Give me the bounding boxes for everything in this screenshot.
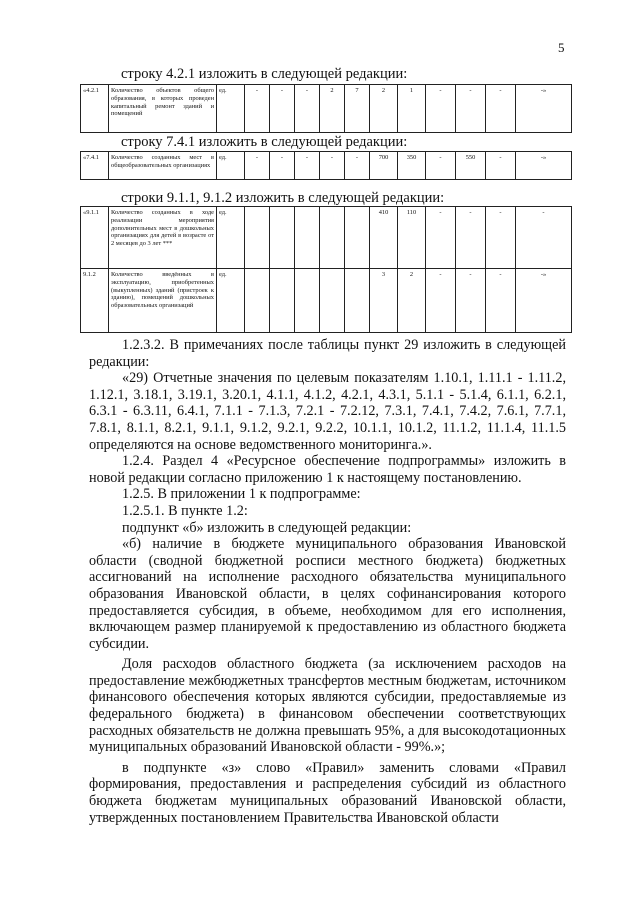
table-cell: - xyxy=(516,207,572,269)
table-cell: 2 xyxy=(370,85,398,133)
table-cell: - xyxy=(426,269,456,333)
table-cell: - xyxy=(486,269,516,333)
page-number: 5 xyxy=(558,40,565,55)
table-cell: ед. xyxy=(217,207,245,269)
table-cell: -» xyxy=(516,85,572,133)
table-cell: 3 xyxy=(370,269,398,333)
table-cell xyxy=(270,269,295,333)
table-cell: Количество введённых в эксплуатацию, приобретенных (выкупленных) зданий (пристроек к зданию), помещений дошкольных образовательных организаций xyxy=(109,269,217,333)
indicator-table-9-1 xyxy=(80,206,572,333)
table-cell: - xyxy=(295,85,320,133)
table-cell: - xyxy=(345,152,370,180)
table-cell: 110 xyxy=(398,207,426,269)
paragraph: 1.2.4. Раздел 4 «Ресурсное обеспечение подпрограммы» изложить в новой редакции согласно приложению 1 к настоящему постановлению. xyxy=(89,453,566,486)
paragraph: 1.2.5. В приложении 1 к подпрограмме: xyxy=(122,486,361,503)
table-cell: 7 xyxy=(345,85,370,133)
table-cell xyxy=(295,269,320,333)
table-cell: - xyxy=(426,207,456,269)
table-cell: - xyxy=(320,152,345,180)
paragraph: подпункт «б» изложить в следующей редакции: xyxy=(122,519,412,536)
table-cell: 410 xyxy=(370,207,398,269)
table-cell: -» xyxy=(516,152,572,180)
table-cell: ед. xyxy=(217,152,245,180)
paragraph: Доля расходов областного бюджета (за исключением расходов на предоставление межбюджетных трансфертов местным бюджетам, источником финансового обеспечения которых являются субсидии, предоставляемые из федерального бюджета) в финансовом обеспечении соответствующих расходных обязательств не должна превышать 95%, а для высокодотационных муниципальных образований Ивановской области - 99%.»; xyxy=(89,656,566,756)
table-cell: 350 xyxy=(398,152,426,180)
table-cell: 1 xyxy=(398,85,426,133)
table-cell: «9.1.1 xyxy=(81,207,109,269)
table-cell: -» xyxy=(516,269,572,333)
paragraph: 1.2.5.1. В пункте 1.2: xyxy=(122,502,248,519)
intro-row-4-2-1: строку 4.2.1 изложить в следующей редакции: xyxy=(121,66,408,82)
table-cell: - xyxy=(486,152,516,180)
paragraph: в подпункте «з» слово «Правил» заменить словами «Правил формирования, предоставления и распределения субсидий из областного бюджета бюджетам муниципальных образований Ивановской области, утвержденных постановлением Правительства Ивановской области xyxy=(89,759,566,826)
table-cell xyxy=(345,207,370,269)
table-cell xyxy=(345,269,370,333)
table-cell xyxy=(320,269,345,333)
table-row xyxy=(81,152,572,180)
table-cell xyxy=(245,207,270,269)
table-cell: - xyxy=(270,152,295,180)
table-cell xyxy=(295,207,320,269)
table-cell: 2 xyxy=(320,85,345,133)
table-cell: - xyxy=(486,85,516,133)
table-cell: - xyxy=(456,85,486,133)
table-cell: - xyxy=(270,85,295,133)
indicator-table-7-4-1 xyxy=(80,151,572,180)
table-cell: ед. xyxy=(217,85,245,133)
table-cell: 9.1.2 xyxy=(81,269,109,333)
table-cell: 700 xyxy=(370,152,398,180)
table-cell: ед. xyxy=(217,269,245,333)
paragraph: «б) наличие в бюджете муниципального образования Ивановской области (сводной бюджетной росписи местного бюджета) бюджетных ассигнований на исполнение расходного обязательства муниципального образования Ивановской области, в целях софинансирования которого предоставляется субсидия, в объеме, необходимом для его исполнения, включающем размер планируемой к предоставлению из областного бюджета субсидии. xyxy=(89,536,566,652)
table-cell: - xyxy=(295,152,320,180)
table-cell: - xyxy=(426,152,456,180)
table-cell: - xyxy=(245,85,270,133)
table-cell: - xyxy=(426,85,456,133)
table-cell: - xyxy=(456,207,486,269)
intro-rows-9-1-1-9-1-2: строки 9.1.1, 9.1.2 изложить в следующей редакции: xyxy=(121,190,445,206)
table-row xyxy=(81,269,572,333)
table-cell: Количество созданных в ходе реализации мероприятия дополнительных мест в дошкольных организациях для детей в возрасте от 2 месяцев до 3 лет *** xyxy=(109,207,217,269)
intro-row-7-4-1: строку 7.4.1 изложить в следующей редакции: xyxy=(121,134,408,150)
table-row xyxy=(81,85,572,133)
table-cell xyxy=(245,269,270,333)
table-cell: - xyxy=(486,207,516,269)
table-cell: «4.2.1 xyxy=(81,85,109,133)
table-cell: - xyxy=(245,152,270,180)
table-cell: 2 xyxy=(398,269,426,333)
table-cell xyxy=(320,207,345,269)
table-cell: Количество созданных мест в общеобразовательных организациях xyxy=(109,152,217,180)
table-cell: 550 xyxy=(456,152,486,180)
paragraph: 1.2.3.2. В примечаниях после таблицы пункт 29 изложить в следующей редакции: xyxy=(89,337,566,370)
table-row xyxy=(81,207,572,269)
indicator-table-4-2-1 xyxy=(80,84,572,133)
table-cell: Количество объектов общего образования, в которых проведен капитальный ремонт зданий и помещений xyxy=(109,85,217,133)
paragraph: «29) Отчетные значения по целевым показателям 1.10.1, 1.11.1 - 1.11.2, 1.12.1, 3.18.1, 3.19.1, 3.20.1, 4.1.1, 4.1.2, 4.2.1, 4.3.1, 5.1.1 - 5.1.4, 6.1.1, 6.2.1, 6.3.1 - 6.3.11, 6.4.1, 7.1.1 - 7.1.3, 7.2.1 - 7.2.12, 7.3.1, 7.4.1, 7.4.2, 7.6.1, 7.7.1, 7.8.1, 8.1.1, 8.2.1, 9.1.1, 9.1.2, 9.2.1, 9.2.2, 10.1.1, 10.1.2, 11.1.2, 11.1.4, 11.1.5 определяются на основе ведомственного мониторинга.». xyxy=(89,370,566,453)
table-cell: «7.4.1 xyxy=(81,152,109,180)
table-cell: - xyxy=(456,269,486,333)
body-text xyxy=(89,337,566,826)
table-cell xyxy=(270,207,295,269)
